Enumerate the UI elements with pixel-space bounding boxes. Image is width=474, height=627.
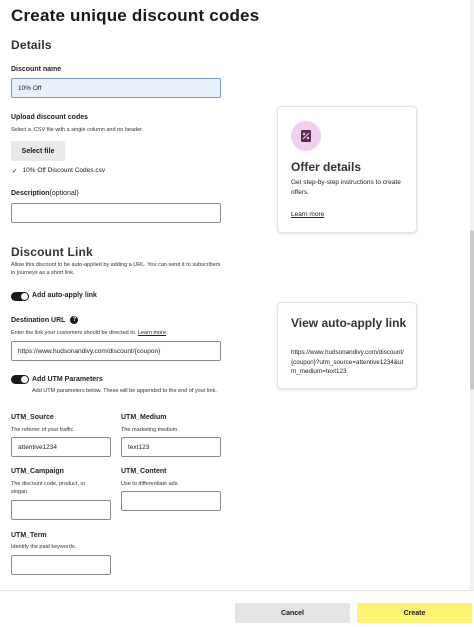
discount-link-hint: Allow this discount to be auto-applied by adding a URL. You can send it to subscribers in journeys as a short link. [11,262,221,276]
help-icon[interactable]: ? [70,316,78,324]
details-heading: Details [11,38,52,52]
scrollbar[interactable] [470,0,474,627]
auto-apply-toggle[interactable] [11,292,29,301]
utm-toggle-knob [21,376,28,383]
auto-apply-toggle-knob [21,293,28,300]
description-label-text: Description [11,190,50,197]
utm-toggle[interactable] [11,375,29,384]
uploaded-file [12,167,105,175]
destination-url-input[interactable] [11,341,221,361]
destination-url-hint [11,329,166,337]
utm-source-value: attentive1234 [18,443,58,451]
destination-learn-more-link[interactable]: Learn more [137,330,167,336]
check-icon: ✓ [12,168,18,175]
utm-source-input[interactable] [11,437,111,457]
utm-content-hint: Use to differentiate ads. [121,481,179,487]
utm-medium-value: text123 [128,443,150,451]
utm-medium-hint: The marketing medium. [121,427,179,433]
page-title: Create unique discount codes [11,6,260,25]
description-optional-text: (optional) [49,190,79,197]
utm-content-label: UTM_Content [121,468,167,475]
offer-details-card [277,106,417,233]
utm-medium-label: UTM_Medium [121,414,167,421]
description-input[interactable] [11,203,221,223]
select-file-button[interactable]: Select file [11,141,65,161]
uploaded-file-name: 10% Off Discount Codes.csv [22,167,106,174]
utm-toggle-label: Add UTM Parameters [32,376,103,383]
discount-name-label: Discount name [11,66,62,73]
auto-apply-label: Add auto-apply link [32,292,97,299]
utm-source-label: UTM_Source [11,414,54,421]
auto-apply-preview-title: View auto-apply link [291,316,407,330]
utm-term-hint: Identify the paid keywords. [11,544,77,550]
discount-name-input[interactable] [11,78,221,98]
upload-codes-label: Upload discount codes [11,114,89,121]
utm-term-label: UTM_Term [11,532,47,539]
utm-content-input[interactable] [121,491,221,511]
destination-url-hint-text: Enter the link your customers should be directed to. [11,330,137,336]
offer-learn-more-link[interactable]: Learn more [291,211,325,218]
discount-name-value: 10% Off [18,84,42,92]
discount-link-heading: Discount Link [11,245,93,259]
utm-campaign-hint: The discount code, product, or slogan. [11,481,86,495]
auto-apply-preview-url: https://www.hudsonandivy.com/discount/{coupon}?utm_source=attentive1234&utm_medium=text123 [291,349,404,375]
cancel-button[interactable]: Cancel [235,603,350,623]
utm-hint: Add UTM parameters below. These will be appended to the end of your link. [32,388,217,394]
scrollbar-thumb[interactable] [470,230,474,390]
description-label [11,190,79,197]
upload-codes-hint: Select a .CSV file with a single column and no header. [11,127,144,133]
utm-term-input[interactable] [11,555,111,575]
offer-details-text: Get step-by-step instructions to create offers. [291,179,401,196]
utm-source-hint: The referrer of your traffic. [11,427,75,433]
utm-medium-input[interactable] [121,437,221,457]
destination-url-value: https://www.hudsonandivy.com/discount/{coupon} [18,347,161,355]
create-button[interactable]: Create [357,603,472,623]
percent-tag-icon [291,121,321,151]
destination-url-label-text: Destination URL [11,316,66,324]
utm-campaign-input[interactable] [11,500,111,520]
destination-url-label [11,316,78,324]
offer-details-title: Offer details [291,160,362,174]
auto-apply-preview-card [277,302,417,389]
utm-campaign-label: UTM_Campaign [11,468,64,475]
